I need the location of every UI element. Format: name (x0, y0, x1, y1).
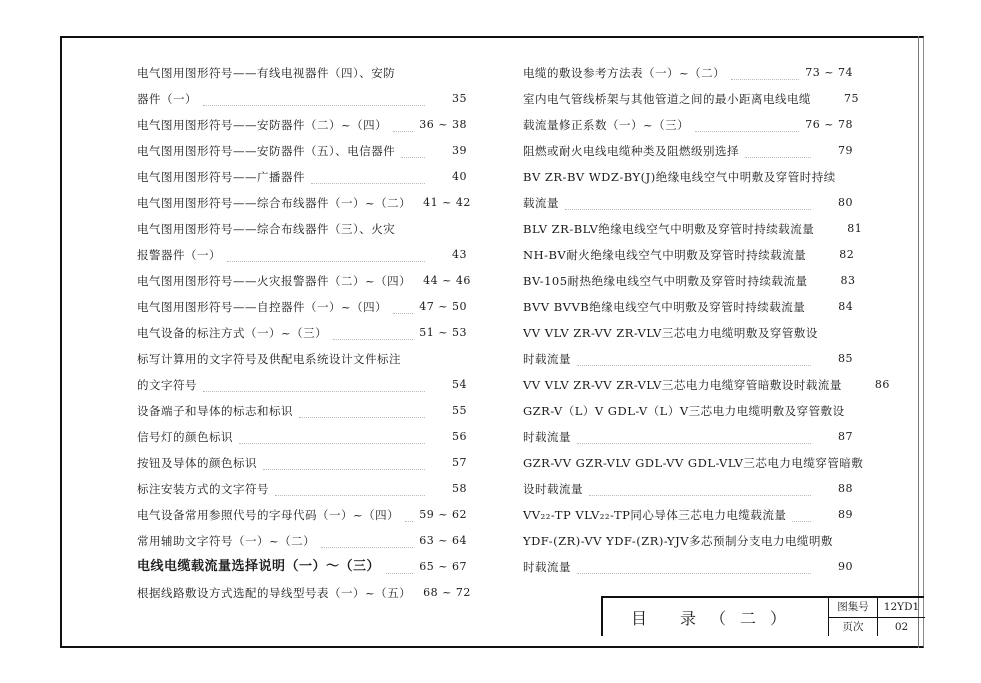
toc-entry-page: 75 (844, 92, 859, 105)
toc-entry-text: 常用辅助文字符号（一）~（二） (137, 534, 316, 548)
toc-entry-text: 电气图用图形符号——综合布线器件（三）、火灾 (137, 222, 396, 236)
leader-dots (577, 433, 811, 444)
toc-entry (137, 554, 467, 580)
toc-entry-text: 时载流量 (523, 352, 571, 366)
toc-entry-text: 设备端子和导体的标志和标识 (137, 404, 293, 418)
toc-entry-text: 室内电气管线桥架与其他管道之间的最小距离电线电缆 (523, 92, 811, 106)
toc-entry-text: GZR-V（L）V GDL-V（L）V三芯电力电缆明敷及穿管敷设 (523, 404, 845, 418)
toc-entry-page: 83 (840, 274, 856, 287)
toc-entry-text: BVV BVVB绝缘电线空气中明敷及穿管时持续载流量 (523, 300, 806, 314)
leader-dots (577, 355, 811, 366)
toc-entry-text: 标写计算用的文字符号及供配电系统设计文件标注 (137, 352, 401, 366)
toc-entry (523, 138, 853, 164)
leader-dots (203, 381, 425, 392)
toc-entry-text: 时载流量 (523, 430, 571, 444)
toc-entry-page: 88 (838, 482, 853, 495)
toc-entry-text: NH-BV耐火绝缘电线空气中明敷及穿管时持续载流量 (523, 248, 807, 262)
toc-entry-text: 电气图用图形符号——自控器件（一）~（四） (137, 300, 388, 314)
toc-entry-text: 载流量修正系数（一）~（三） (523, 118, 690, 132)
toc-right-column (523, 60, 890, 580)
toc-entry-text: 按钮及导体的颜色标识 (137, 456, 257, 470)
leader-dots (321, 537, 413, 548)
toc-entry-page: 63 ~ 64 (419, 534, 467, 547)
toc-entry (137, 164, 467, 190)
toc-entry-page: 79 (838, 144, 853, 157)
toc-entry (137, 216, 467, 268)
title-block (601, 596, 924, 636)
toc-entry (523, 320, 853, 372)
toc-entry-text: 电气图用图形符号——广播器件 (137, 170, 305, 184)
leader-dots (299, 407, 425, 418)
leader-dots (589, 485, 811, 496)
leader-dots (275, 485, 425, 496)
toc-entry (523, 164, 853, 216)
leader-dots (695, 121, 799, 132)
atlas-number-label: 图集号 (837, 601, 869, 613)
toc-entry (523, 502, 853, 528)
toc-entry-text: 根据线路敷设方式选配的导线型号表（一）~（五） (137, 586, 412, 600)
toc-entry-text: 电气图用图形符号——综合布线器件（一）~（二） (137, 196, 412, 210)
toc-entry-page: 40 (452, 170, 467, 183)
toc-entry-text: BLV ZR-BLV绝缘电线空气中明敷及穿管时持续载流量 (523, 222, 815, 236)
toc-entry-text: VV VLV ZR-VV ZR-VLV三芯电力电缆明敷及穿管敷设 (523, 326, 818, 340)
toc-entry-page: 73 ~ 74 (805, 66, 853, 79)
page-number-value: 02 (894, 621, 909, 633)
toc-entry-page: 39 (452, 144, 467, 157)
toc-entry-page: 47 ~ 50 (419, 300, 467, 313)
toc-entry-page: 87 (838, 430, 853, 443)
leader-dots (792, 511, 811, 522)
toc-entry-page: 58 (452, 482, 467, 495)
toc-entry-text: 时载流量 (523, 560, 571, 574)
toc-entry (137, 476, 467, 502)
toc-entry (137, 580, 471, 606)
toc-entry-text: 器件（一） (137, 92, 197, 106)
toc-entry (523, 268, 856, 294)
toc-entry-page: 82 (839, 248, 855, 261)
toc-entry (523, 294, 853, 320)
toc-entry-page: 55 (452, 404, 467, 417)
toc-entry (137, 528, 467, 554)
toc-entry-text: VV VLV ZR-VV ZR-VLV三芯电力电缆穿管暗敷设时载流量 (523, 378, 842, 392)
leader-dots (565, 199, 811, 210)
toc-entry (137, 112, 467, 138)
leader-dots (203, 95, 425, 106)
toc-entry-page: 44 ~ 46 (423, 274, 471, 287)
toc-entry (137, 502, 467, 528)
toc-entry (523, 112, 853, 138)
toc-entry-page: 86 (874, 378, 890, 391)
page-title: 目 录（二） (630, 608, 801, 628)
toc-entry-text: YDF-(ZR)-VV YDF-(ZR)-YJV多芯预制分支电力电缆明敷 (523, 534, 834, 548)
leader-dots (401, 147, 425, 158)
toc-entry (137, 294, 467, 320)
toc-entry-text: 标注安装方式的文字符号 (137, 482, 269, 496)
leader-dots (239, 433, 425, 444)
toc-left-column (137, 60, 471, 606)
toc-entry (523, 398, 853, 450)
leader-dots (333, 329, 413, 340)
toc-entry-text: BV-105耐热绝缘电线空气中明敷及穿管时持续载流量 (523, 274, 808, 288)
toc-entry (137, 398, 467, 424)
toc-entry (137, 320, 467, 346)
toc-entry-page: 35 (452, 92, 467, 105)
leader-dots (393, 303, 413, 314)
toc-entry-page: 65 ~ 67 (419, 560, 467, 573)
page-number-label: 页次 (842, 621, 864, 633)
toc-entry-page: 90 (838, 560, 853, 573)
toc-entry (137, 60, 467, 112)
atlas-number-value: 12YD1 (883, 601, 920, 613)
toc-entry (137, 450, 467, 476)
toc-entry-page: 41 ~ 42 (423, 196, 471, 209)
toc-entry-text: 设时载流量 (523, 482, 583, 496)
toc-entry-text: 载流量 (523, 196, 559, 210)
toc-entry-text: 电气图用图形符号——有线电视器件（四）、安防 (137, 66, 396, 80)
toc-entry-page: 43 (452, 248, 467, 261)
toc-entry-page: 68 ~ 72 (423, 586, 471, 599)
leader-dots (577, 563, 811, 574)
leader-dots (405, 511, 413, 522)
toc-entry-text: 报警器件（一） (137, 248, 221, 262)
toc-entry (137, 190, 471, 216)
toc-entry-text: 电缆的敷设参考方法表（一）~（二） (523, 66, 726, 80)
toc-entry-page: 51 ~ 53 (419, 326, 467, 339)
toc-entry-page: 36 ~ 38 (419, 118, 467, 131)
leader-dots (386, 563, 413, 574)
toc-entry-page: 59 ~ 62 (419, 508, 467, 521)
toc-entry-page: 57 (452, 456, 467, 469)
leader-dots (263, 459, 425, 470)
frame-right-rule (918, 36, 919, 648)
toc-entry-page: 81 (847, 222, 863, 235)
toc-entry (523, 86, 859, 112)
toc-entry (137, 424, 467, 450)
leader-dots (745, 147, 811, 158)
toc-entry-page: 54 (452, 378, 467, 391)
toc-entry (137, 346, 467, 398)
toc-entry-page: 85 (838, 352, 853, 365)
leader-dots (311, 173, 425, 184)
toc-entry (137, 268, 471, 294)
toc-entry-page: 89 (838, 508, 853, 521)
toc-entry-text: 信号灯的颜色标识 (137, 430, 233, 444)
toc-entry-page: 56 (452, 430, 467, 443)
toc-entry (137, 138, 467, 164)
toc-entry-text: 电线电缆载流量选择说明（一）～（三） (137, 559, 381, 574)
toc-entry-text: GZR-VV GZR-VLV GDL-VV GDL-VLV三芯电力电缆穿管暗敷 (523, 456, 864, 470)
leader-dots (227, 251, 425, 262)
leader-dots (393, 121, 413, 132)
toc-entry-text: VV₂₂-TP VLV₂₂-TP同心导体三芯电力电缆载流量 (523, 508, 787, 522)
toc-entry-text: 电气图用图形符号——安防器件（五）、电信器件 (137, 144, 396, 158)
toc-entry-text: 的文字符号 (137, 378, 197, 392)
toc-entry (523, 60, 853, 86)
toc-entry (523, 528, 853, 580)
toc-entry-text: 电气图用图形符号——火灾报警器件（二）~（四） (137, 274, 412, 288)
toc-entry (523, 242, 853, 268)
toc-entry-text: 电气图用图形符号——安防器件（二）~（四） (137, 118, 388, 132)
toc-entry-page: 80 (838, 196, 853, 209)
toc-entry (523, 372, 890, 398)
toc-entry-text: 阻燃或耐火电线电缆种类及阻燃级别选择 (523, 144, 739, 158)
title-block-grid (828, 598, 925, 636)
toc-entry-text: BV ZR-BV WDZ-BY(J)绝缘电线空气中明敷及穿管时持续 (523, 170, 836, 184)
leader-dots (731, 69, 799, 80)
toc-entry-page: 76 ~ 78 (805, 118, 853, 131)
toc-entry (523, 450, 864, 502)
toc-entry-text: 电气设备的标注方式（一）~（三） (137, 326, 328, 340)
toc-entry-page: 84 (838, 300, 854, 313)
toc-entry (523, 216, 863, 242)
toc-entry-text: 电气设备常用参照代号的字母代码（一）~（四） (137, 508, 400, 522)
